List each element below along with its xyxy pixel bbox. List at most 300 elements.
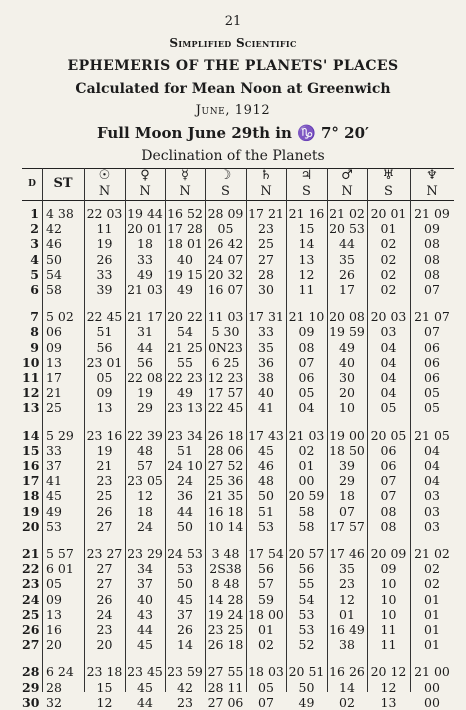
table-row [22, 664, 454, 679]
value-cell: 50 [258, 488, 274, 504]
declination-direction: N [179, 184, 191, 199]
value-cell: 49 [46, 503, 62, 519]
value-cell: 01 [424, 637, 440, 653]
table-row [22, 428, 454, 443]
value-cell: 13 [298, 251, 315, 267]
table-row [22, 443, 454, 458]
value-cell: 11 [96, 221, 113, 237]
value-cell: 12 [137, 488, 153, 504]
table-row [22, 252, 454, 267]
value-cell: 22 03 [86, 206, 123, 221]
value-cell: 20 53 [329, 221, 365, 237]
value-cell: 27 [96, 561, 113, 577]
value-cell: 10 [380, 591, 397, 607]
value-cell: 21 16 [288, 206, 325, 221]
value-cell: 28 06 [207, 442, 244, 458]
value-cell: 54 [298, 591, 315, 607]
value-cell: 58 [298, 518, 315, 534]
declination-direction: N [98, 184, 111, 199]
table-row [22, 546, 454, 561]
value-cell: 00 [298, 473, 315, 489]
value-cell: 49 [339, 339, 355, 355]
value-cell: 22 45 [86, 309, 123, 325]
table-row [22, 576, 454, 591]
column-header-6 [246, 168, 286, 200]
day-cell: 28 [22, 664, 40, 680]
subtitle: Calculated for Mean Noon at Greenwich [75, 81, 391, 97]
value-cell: 22 08 [127, 370, 163, 385]
value-cell: 02 [424, 576, 440, 592]
value-cell: 43 [137, 606, 153, 622]
value-cell: 01 [424, 622, 440, 637]
value-cell: 28 [258, 266, 274, 282]
value-cell: 49 [177, 282, 193, 297]
value-cell: 27 [96, 576, 113, 592]
value-cell: 04 [380, 354, 397, 370]
value-cell: 27 52 [207, 458, 244, 473]
value-cell: 08 [424, 236, 440, 252]
section-title: Declination of the Planets [141, 148, 325, 164]
value-cell: 16 52 [167, 206, 203, 221]
table-row [22, 519, 454, 534]
value-cell: 19 00 [329, 427, 365, 443]
value-cell: 26 18 [207, 427, 244, 443]
value-cell: 02 [380, 282, 397, 297]
day-cell: 17 [22, 473, 40, 489]
value-cell: 10 [380, 576, 397, 592]
value-cell: 05 [46, 576, 62, 592]
column-header-5 [205, 168, 246, 200]
declination-direction: S [302, 184, 311, 199]
value-cell: 02 [298, 442, 315, 458]
value-cell: 4 38 [46, 206, 74, 221]
value-cell: 06 [380, 442, 397, 458]
value-cell: 26 [177, 622, 193, 637]
day-cell: 14 [22, 427, 40, 443]
value-cell: 2S38 [209, 561, 242, 577]
value-cell: 01 [424, 606, 440, 622]
value-cell: 31 [137, 324, 153, 340]
value-cell: 04 [424, 442, 440, 458]
column-header-3 [125, 168, 165, 200]
value-cell: 07 [424, 282, 440, 297]
value-cell: 23 27 [86, 546, 123, 561]
value-cell: 42 [177, 679, 193, 695]
value-cell: 53 [258, 518, 274, 534]
value-cell: 53 [46, 518, 62, 534]
value-cell: 33 [137, 251, 153, 267]
value-cell: 53 [298, 606, 315, 622]
planet-symbol-icon: ♀ [140, 168, 150, 183]
value-cell: 26 [339, 266, 355, 282]
value-cell: 33 [46, 442, 62, 458]
value-cell: 25 [96, 488, 113, 504]
value-cell: 36 [258, 354, 274, 370]
day-cell: 11 [22, 370, 40, 385]
value-cell: 19 44 [127, 206, 163, 221]
value-cell: 23 [339, 576, 355, 592]
value-cell: 23 13 [167, 400, 203, 416]
value-cell: 23 01 [86, 354, 123, 370]
value-cell: 20 12 [370, 664, 407, 680]
value-cell: 05 [424, 385, 440, 401]
value-cell: 04 [424, 458, 440, 473]
value-cell: 54 [177, 324, 193, 340]
table-row [22, 370, 454, 385]
value-cell: 14 [339, 679, 355, 695]
value-cell: 27 55 [207, 664, 244, 680]
table-row [22, 561, 454, 576]
value-cell: 24 [177, 473, 193, 489]
value-cell: 06 [424, 339, 440, 355]
planet-symbol-icon: ♄ [260, 168, 272, 183]
value-cell: 12 [339, 591, 355, 607]
value-cell: 08 [380, 503, 397, 519]
value-cell: 24 [96, 606, 113, 622]
value-cell: 24 [137, 518, 153, 534]
value-cell: 24 10 [167, 458, 203, 473]
value-cell: 21 00 [414, 664, 450, 680]
value-cell: 56 [298, 561, 315, 577]
value-cell: 02 [380, 251, 397, 267]
value-cell: 29 [339, 473, 355, 489]
table-row [22, 282, 454, 297]
planet-symbol-icon: ♂ [341, 168, 353, 183]
value-cell: 09 [96, 385, 113, 401]
value-cell: 17 28 [167, 221, 203, 237]
value-cell: 05 [380, 400, 397, 416]
value-cell: 09 [46, 591, 62, 607]
value-cell: 23 25 [207, 622, 244, 637]
value-cell: 23 [177, 694, 193, 710]
value-cell: 07 [298, 354, 315, 370]
value-cell: 06 [46, 324, 62, 340]
value-cell: 23 [96, 473, 113, 489]
day-cell: 3 [30, 236, 39, 252]
planet-symbol-icon: ☽ [219, 168, 232, 183]
declination-direction: N [139, 184, 151, 199]
value-cell: 09 [46, 339, 62, 355]
ephemeris-title: EPHEMERIS OF THE PLANETS' PLACES [67, 58, 399, 74]
value-cell: 6 01 [46, 561, 74, 577]
value-cell: 19 24 [207, 606, 244, 622]
planet-symbol-icon: ☿ [181, 168, 189, 183]
table-row [22, 473, 454, 488]
table-row [22, 680, 454, 695]
value-cell: 5 57 [46, 546, 74, 561]
day-cell: 21 [22, 546, 40, 561]
value-cell: 52 [298, 637, 315, 653]
value-cell: 41 [46, 473, 62, 489]
value-cell: 27 06 [207, 694, 244, 710]
value-cell: 12 [380, 679, 397, 695]
value-cell: 04 [298, 400, 315, 416]
value-cell: 37 [46, 458, 62, 473]
value-cell: 09 [298, 324, 315, 340]
value-cell: 57 [258, 576, 274, 592]
value-cell: 42 [46, 221, 62, 237]
day-cell: 2 [30, 221, 39, 237]
column-header-2 [84, 168, 125, 200]
value-cell: 05 [96, 370, 113, 385]
value-cell: 5 29 [46, 427, 74, 443]
day-cell: 9 [30, 339, 39, 355]
day-cell: 6 [30, 282, 39, 297]
value-cell: 56 [258, 561, 274, 577]
value-cell: 44 [137, 694, 153, 710]
value-cell: 10 [339, 400, 355, 416]
value-cell: 25 [46, 400, 62, 416]
value-cell: 40 [177, 251, 193, 267]
value-cell: 54 [46, 266, 62, 282]
value-cell: 44 [339, 236, 355, 252]
value-cell: 17 [339, 282, 355, 297]
value-cell: 29 [137, 400, 153, 416]
value-cell: 14 [177, 637, 193, 653]
value-cell: 23 45 [127, 664, 163, 680]
value-cell: 14 [298, 236, 315, 252]
value-cell: 00 [424, 694, 440, 710]
value-cell: 10 14 [207, 518, 244, 534]
value-cell: 20 05 [370, 427, 407, 443]
value-cell: 46 [46, 236, 62, 252]
value-cell: 23 34 [167, 427, 203, 443]
value-cell: 21 17 [127, 309, 163, 325]
value-cell: 06 [424, 370, 440, 385]
value-cell: 20 51 [288, 664, 325, 680]
value-cell: 45 [137, 679, 153, 695]
value-cell: 11 03 [207, 309, 244, 325]
day-cell: 10 [22, 354, 40, 370]
value-cell: 21 [46, 385, 62, 401]
value-cell: 17 57 [207, 385, 244, 401]
value-cell: 14 28 [207, 591, 244, 607]
value-cell: 15 [96, 679, 113, 695]
value-cell: 01 [339, 606, 355, 622]
value-cell: 23 [96, 622, 113, 637]
table-row [22, 267, 454, 282]
value-cell: 19 [137, 385, 153, 401]
value-cell: 21 10 [288, 309, 325, 325]
value-cell: 53 [298, 622, 315, 637]
value-cell: 23 18 [86, 664, 123, 680]
table-row [22, 488, 454, 503]
value-cell: 45 [258, 442, 274, 458]
value-cell: 06 [424, 354, 440, 370]
value-cell: 33 [258, 324, 274, 340]
value-cell: 20 03 [370, 309, 407, 325]
value-cell: 02 [258, 637, 274, 653]
value-cell: 17 21 [248, 206, 284, 221]
value-cell: 22 23 [167, 370, 203, 385]
day-cell: 12 [22, 385, 40, 401]
declination-direction: N [260, 184, 272, 199]
value-cell: 09 [424, 221, 440, 237]
value-cell: 51 [177, 442, 193, 458]
value-cell: 23 [258, 221, 274, 237]
planet-symbol-icon: ♅ [382, 168, 395, 183]
table-row [22, 309, 454, 324]
value-cell: 40 [258, 385, 274, 401]
value-cell: 09 [380, 561, 397, 577]
value-cell: 45 [137, 637, 153, 653]
value-cell: 21 [96, 458, 113, 473]
value-cell: 35 [339, 251, 355, 267]
table-row [22, 400, 454, 415]
value-cell: 59 [258, 591, 274, 607]
value-cell: 56 [137, 354, 153, 370]
value-cell: 08 [424, 266, 440, 282]
value-cell: 21 03 [288, 427, 325, 443]
value-cell: 11 [380, 622, 397, 637]
value-cell: 27 [96, 518, 113, 534]
value-cell: 04 [380, 385, 397, 401]
value-cell: 27 [258, 251, 274, 267]
value-cell: 26 18 [207, 637, 244, 653]
value-cell: 05 [217, 221, 234, 237]
value-cell: 50 [177, 518, 193, 534]
day-cell: 15 [22, 442, 40, 458]
table-row [22, 385, 454, 400]
declination-direction: N [426, 184, 438, 199]
value-cell: 22 45 [207, 400, 244, 416]
value-cell: 45 [46, 488, 62, 504]
value-cell: 20 01 [370, 206, 407, 221]
value-cell: 13 [96, 400, 113, 416]
table-header-rule [22, 200, 454, 201]
day-cell: 23 [22, 576, 40, 592]
value-cell: 30 [339, 370, 355, 385]
value-cell: 32 [46, 694, 62, 710]
value-cell: 17 [46, 370, 62, 385]
value-cell: 12 23 [207, 370, 244, 385]
value-cell: 10 [380, 606, 397, 622]
value-cell: 21 02 [329, 206, 365, 221]
value-cell: 03 [424, 503, 440, 519]
value-cell: 20 [46, 637, 62, 653]
value-cell: 13 [380, 694, 397, 710]
value-cell: 02 [380, 266, 397, 282]
value-cell: 44 [177, 503, 193, 519]
value-cell: 16 49 [329, 622, 365, 637]
column-header-7 [286, 168, 327, 200]
value-cell: 06 [380, 458, 397, 473]
value-cell: 20 [339, 385, 355, 401]
value-cell: 21 09 [414, 206, 450, 221]
value-cell: 11 [380, 637, 397, 653]
value-cell: 39 [339, 458, 355, 473]
value-cell: 16 26 [329, 664, 365, 680]
value-cell: 18 [339, 488, 355, 504]
value-cell: 02 [424, 561, 440, 577]
value-cell: 51 [96, 324, 113, 340]
value-cell: 21 05 [414, 427, 450, 443]
value-cell: 3 48 [211, 546, 240, 561]
value-cell: 21 02 [414, 546, 450, 561]
value-cell: 07 [380, 473, 397, 489]
value-cell: 08 [380, 518, 397, 534]
value-cell: 19 [96, 236, 113, 252]
publisher-line: Simplified Scientific [169, 36, 297, 50]
value-cell: 05 [424, 400, 440, 416]
value-cell: 07 [380, 488, 397, 504]
month-line: June, 1912 [195, 103, 271, 118]
value-cell: 24 53 [167, 546, 203, 561]
value-cell: 16 [46, 622, 62, 637]
value-cell: 48 [258, 473, 274, 489]
value-cell: 46 [258, 458, 274, 473]
day-cell: 4 [30, 251, 39, 267]
value-cell: 50 [177, 576, 193, 592]
value-cell: 0N23 [208, 339, 243, 355]
table-row [22, 206, 454, 221]
column-header-1: ST [53, 176, 73, 191]
value-cell: 21 07 [414, 309, 450, 325]
table-row [22, 236, 454, 251]
value-cell: 48 [137, 442, 153, 458]
value-cell: 11 [298, 282, 315, 297]
value-cell: 5 30 [211, 324, 240, 340]
value-cell: 16 18 [207, 503, 244, 519]
value-cell: 37 [177, 606, 193, 622]
value-cell: 15 [298, 221, 315, 237]
planet-symbol-icon: ☉ [98, 168, 111, 183]
value-cell: 50 [298, 679, 315, 695]
value-cell: 41 [258, 400, 274, 416]
value-cell: 01 [258, 622, 274, 637]
value-cell: 20 57 [288, 546, 325, 561]
planet-symbol-icon: ♆ [426, 168, 438, 183]
day-cell: 30 [22, 694, 40, 710]
value-cell: 20 08 [329, 309, 365, 325]
column-header-9 [367, 168, 410, 200]
value-cell: 40 [339, 354, 355, 370]
table-row [22, 592, 454, 607]
value-cell: 18 [137, 503, 153, 519]
day-cell: 25 [22, 606, 40, 622]
value-cell: 04 [424, 473, 440, 489]
value-cell: 49 [298, 694, 315, 710]
value-cell: 30 [258, 282, 274, 297]
value-cell: 39 [96, 282, 113, 297]
value-cell: 19 [96, 442, 113, 458]
value-cell: 35 [258, 339, 274, 355]
value-cell: 6 24 [46, 664, 74, 680]
value-cell: 44 [137, 339, 153, 355]
value-cell: 08 [424, 251, 440, 267]
value-cell: 21 35 [207, 488, 244, 504]
value-cell: 02 [380, 236, 397, 252]
value-cell: 12 [96, 694, 113, 710]
value-cell: 20 22 [167, 309, 203, 325]
table-row [22, 340, 454, 355]
day-cell: 18 [22, 488, 40, 504]
value-cell: 58 [298, 503, 315, 519]
day-cell: 29 [22, 679, 40, 695]
value-cell: 17 43 [248, 427, 284, 443]
value-cell: 25 [258, 236, 274, 252]
value-cell: 20 32 [207, 266, 244, 282]
table-row [22, 637, 454, 652]
value-cell: 20 59 [288, 488, 325, 504]
table-row [22, 324, 454, 339]
value-cell: 06 [298, 370, 315, 385]
value-cell: 18 00 [248, 606, 284, 622]
value-cell: 07 [424, 324, 440, 340]
value-cell: 18 03 [248, 664, 284, 680]
value-cell: 51 [258, 503, 274, 519]
value-cell: 6 25 [211, 354, 240, 370]
